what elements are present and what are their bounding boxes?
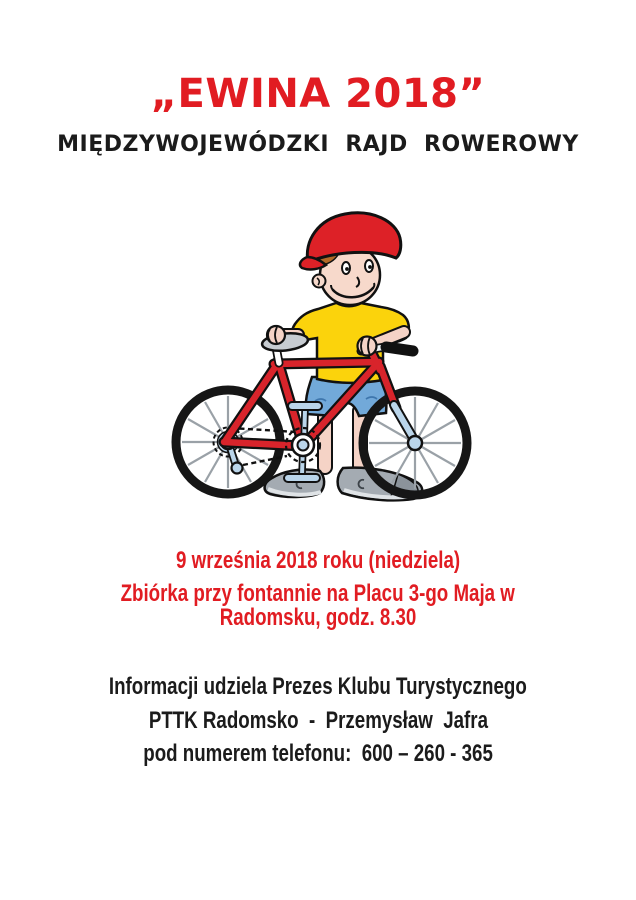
contact-line-2: PTTK Radomsko - Przemysław Jafra xyxy=(148,707,488,734)
chain xyxy=(231,428,297,432)
page-title: „EWINA 2018” xyxy=(150,71,486,117)
meeting-line-2-row xyxy=(0,606,636,631)
meeting-line-1-row xyxy=(0,582,636,607)
meeting-line-2: Radomsku, godz. 8.30 xyxy=(219,604,417,631)
contact-line-1-row xyxy=(0,672,636,702)
event-date-row xyxy=(0,546,636,576)
boy-bicycle-illustration xyxy=(160,205,482,511)
front-hub xyxy=(408,436,422,450)
contact-line-3: pod numerem telefonu: 600 – 260 - 365 xyxy=(143,740,493,767)
contact-line-3-row xyxy=(0,739,636,769)
handlebar-grip xyxy=(386,347,413,351)
page-subtitle: MIĘDZYWOJEWÓDZKI RAJD ROWEROWY xyxy=(57,132,579,157)
event-date: 9 września 2018 roku (niedziela) xyxy=(175,547,461,574)
meeting-line-1: Zbiórka przy fontannie na Placu 3-go Maja w xyxy=(120,580,516,607)
contact-line-2-row xyxy=(0,706,636,736)
boy-graphic xyxy=(265,213,423,500)
contact-line-1: Informacji udziela Prezes Klubu Turystycznego xyxy=(109,673,527,700)
